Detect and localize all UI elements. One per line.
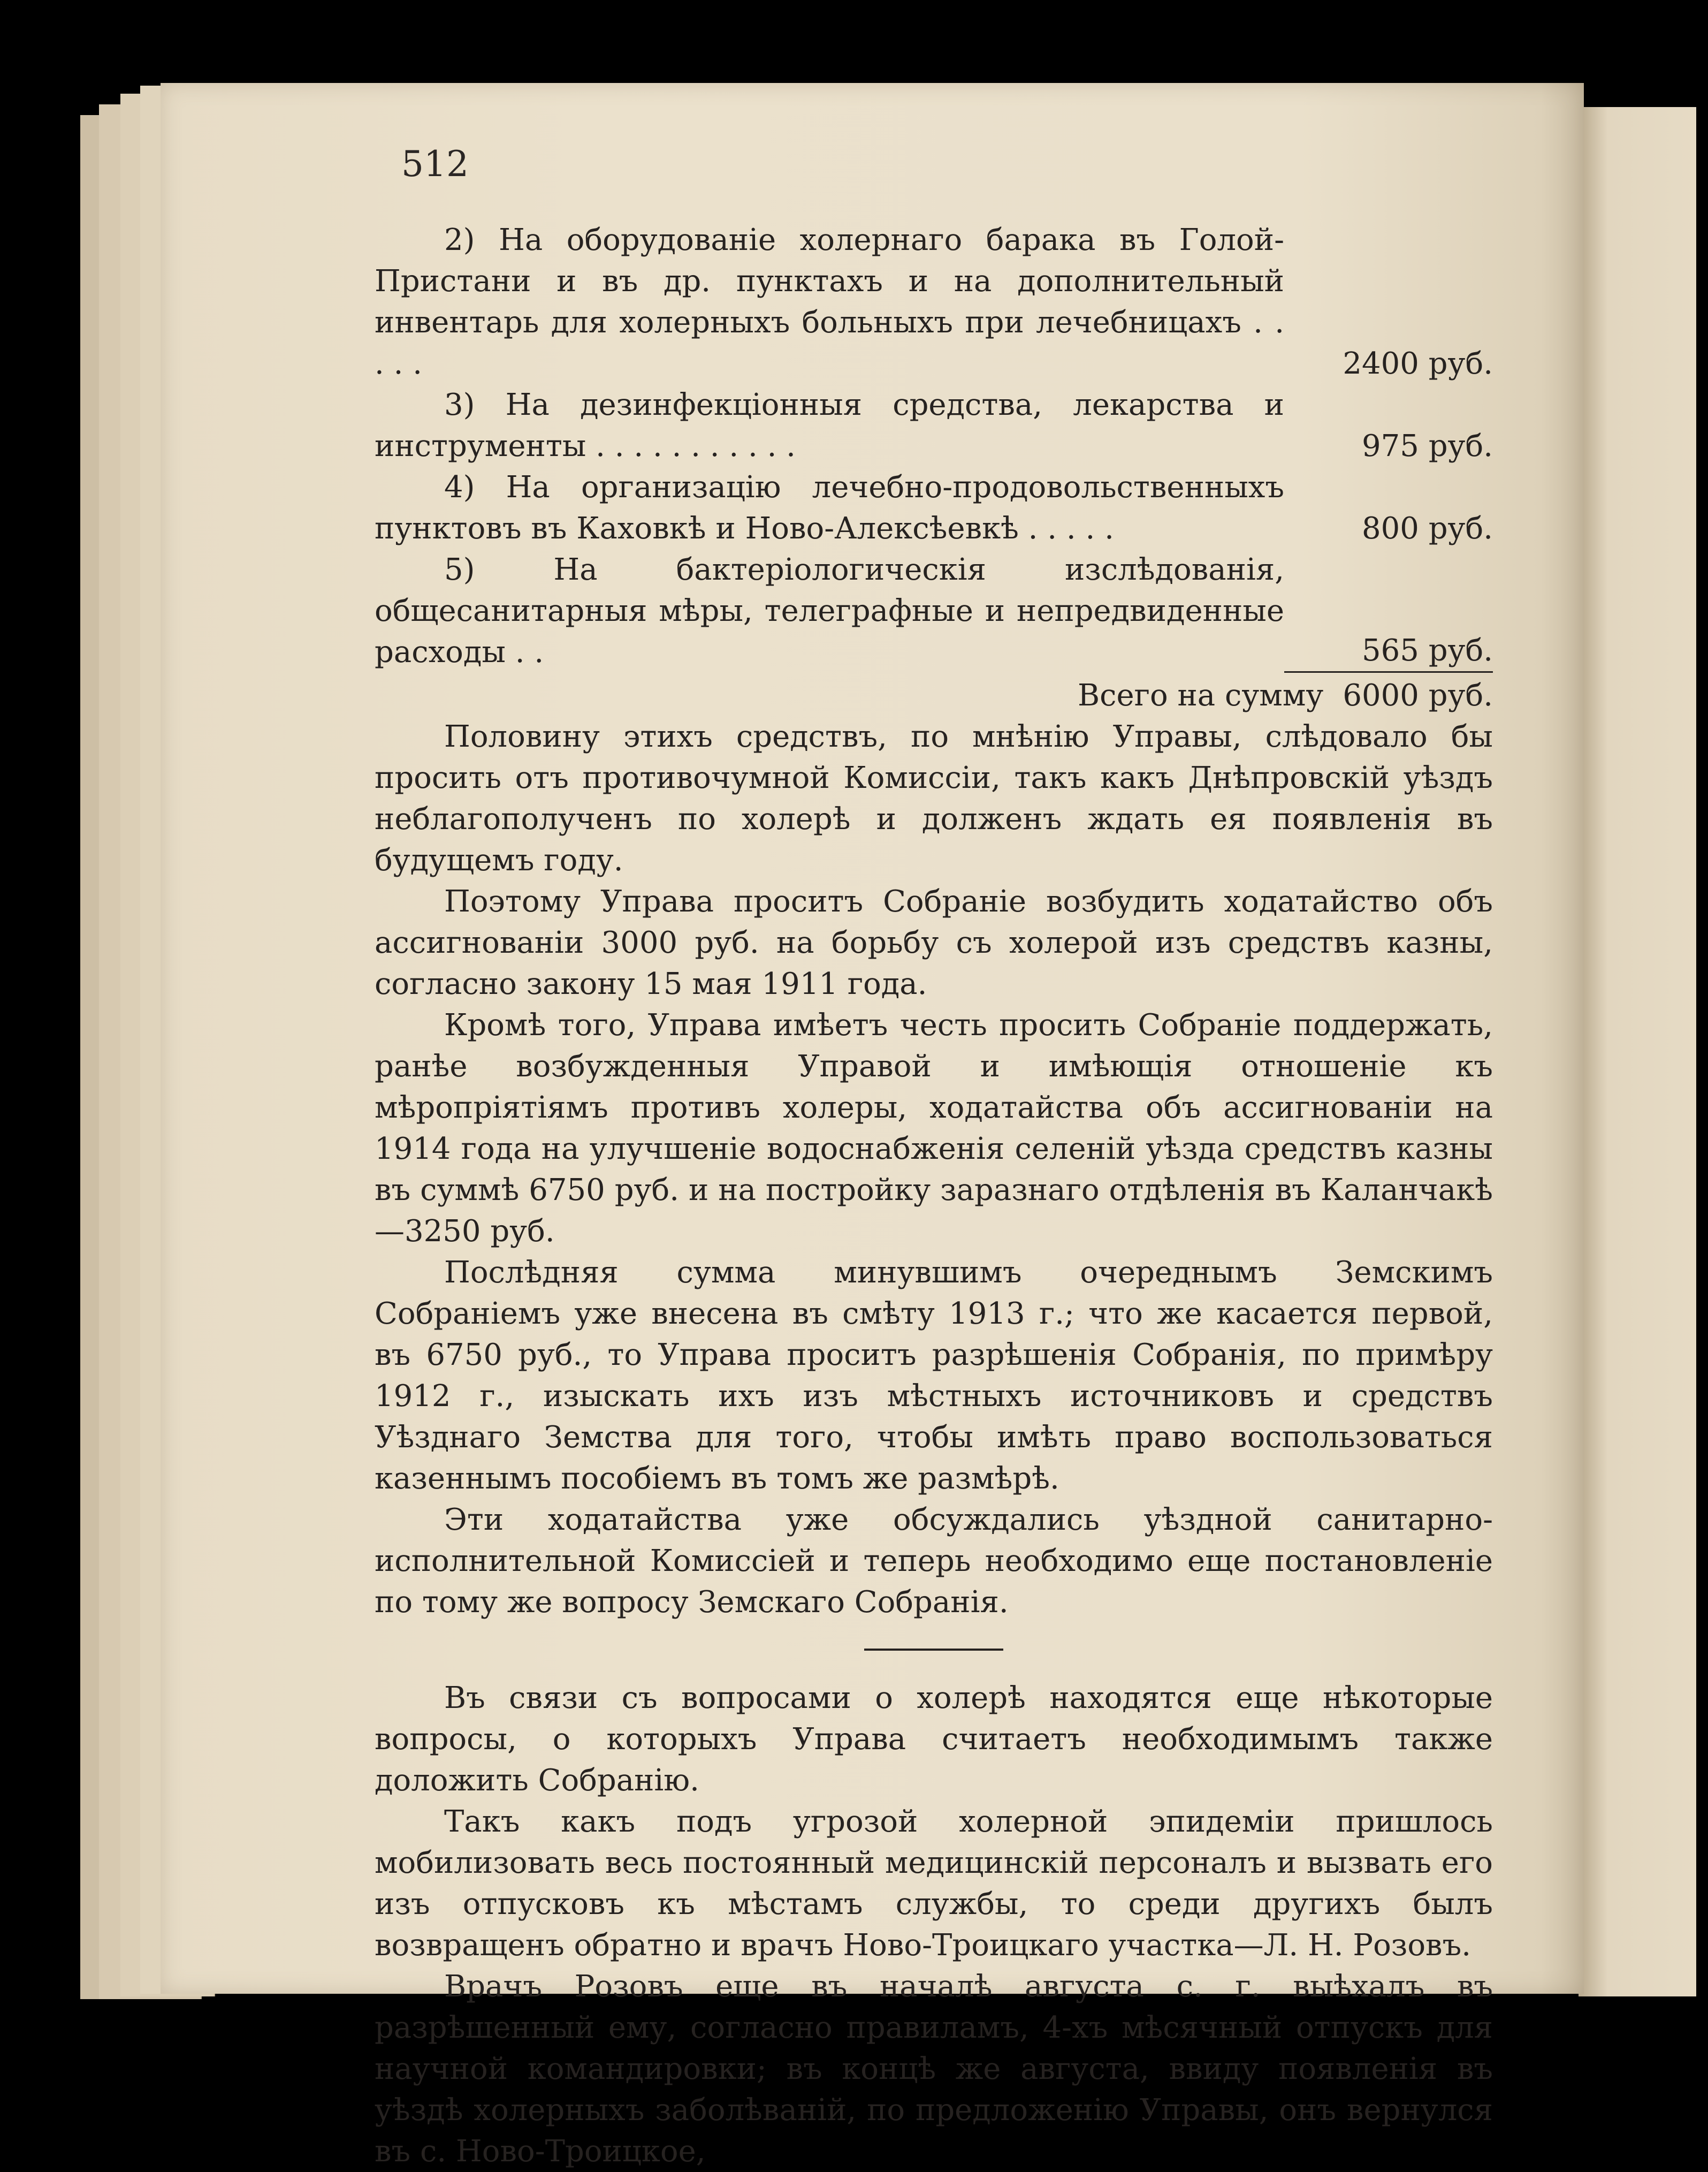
total-amount: 6000 руб. xyxy=(1343,678,1493,713)
budget-list xyxy=(375,219,1493,716)
paragraph: Врачъ Розовъ еще въ началѣ августа с. г. выѣхалъ въ разрѣшенный ему, согласно правиламъ, 4-хъ мѣсячный отпускъ для научной командировки; въ концѣ же августа, ввиду появленія въ уѣздѣ холерныхъ заболѣваній, по предложенію Управы, онъ вернулся въ с. Ново-Троицкое, xyxy=(375,1969,1493,2169)
paragraph: Въ связи съ вопросами о холерѣ находятся еще нѣкоторые вопросы, о которыхъ Управа считаетъ необходимымъ также доложить Собранію. xyxy=(375,1681,1493,1798)
budget-item-amount: 800 руб. xyxy=(1362,511,1493,546)
facing-page xyxy=(1579,107,1696,1996)
page-text xyxy=(375,134,1493,2172)
budget-item-text: 4) На организацію лечебно-продовольственныхъ пунктовъ въ Каховкѣ и Ново-Алексѣевкѣ . . . . . xyxy=(375,470,1284,546)
budget-total xyxy=(375,675,1493,716)
paragraph: Такъ какъ подъ угрозой холерной эпидеміи пришлось мобилизовать весь постоянный медицинскій персоналъ и вызвать его изъ отпусковъ къ мѣстамъ службы, то среди другихъ былъ возвращенъ обратно и врачъ Ново-Троицкаго участка—Л. Н. Розовъ. xyxy=(375,1804,1493,1963)
budget-item xyxy=(375,384,1493,467)
budget-item xyxy=(375,549,1493,673)
budget-item xyxy=(375,219,1493,384)
paragraph: Кромѣ того, Управа имѣетъ честь просить Собраніе поддержать, ранѣе возбужденныя Управой и имѣющія отношеніе къ мѣропріятіямъ противъ холеры, ходатайства объ ассигнованіи на 1914 года на улучшеніе водоснабженія селеній уѣзда средствъ казны въ суммѣ 6750 руб. и на постройку заразнаго отдѣленія въ Каланчакѣ—3250 руб. xyxy=(375,1008,1493,1249)
budget-item xyxy=(375,467,1493,549)
budget-item-amount: 2400 руб. xyxy=(1343,346,1493,381)
page-number: 512 xyxy=(401,143,469,185)
budget-item-text: 5) На бактеріологическія изслѣдованія, общесанитарныя мѣры, телеграфные и непредвиденные расходы . . xyxy=(375,552,1284,670)
section-divider xyxy=(864,1649,1003,1651)
total-label: Всего на сумму xyxy=(1077,678,1324,713)
budget-item-text: 3) На дезинфекціонныя средства, лекарства и инструменты . . . . . . . . . . . xyxy=(375,388,1284,464)
budget-item-amount: 565 руб. xyxy=(1284,630,1493,673)
budget-item-text: 2) На оборудованіе холернаго барака въ Голой-Пристани и въ др. пунктахъ и на дополнительный инвентарь для холерныхъ больныхъ при лечебницахъ . . . . . xyxy=(375,223,1284,381)
paragraph: Послѣдняя сумма минувшимъ очереднымъ Земскимъ Собраніемъ уже внесена въ смѣту 1913 г.; что же касается первой, въ 6750 руб., то Управа проситъ разрѣшенія Собранія, по примѣру 1912 г., изыскать ихъ изъ мѣстныхъ источниковъ и средствъ Уѣзднаго Земства для того, чтобы имѣть право воспользоваться казеннымъ пособіемъ въ томъ же размѣрѣ. xyxy=(375,1255,1493,1496)
paragraph: Эти ходатайства уже обсуждались уѣздной санитарно-исполнительной Комиссіей и теперь необходимо еще постановленіе по тому же вопросу Земскаго Собранія. xyxy=(375,1502,1493,1620)
budget-item-amount: 975 руб. xyxy=(1362,429,1493,464)
paragraph: Поэтому Управа проситъ Собраніе возбудить ходатайство объ ассигнованіи 3000 руб. на борьбу съ холерой изъ средствъ казны, согласно закону 15 мая 1911 года. xyxy=(375,884,1493,1001)
paragraph: Половину этихъ средствъ, по мнѣнію Управы, слѣдовало бы просить отъ противочумной Комиссіи, такъ какъ Днѣпровскій уѣздъ неблагополученъ по холерѣ и долженъ ждать ея появленія въ будущемъ году. xyxy=(375,719,1493,878)
